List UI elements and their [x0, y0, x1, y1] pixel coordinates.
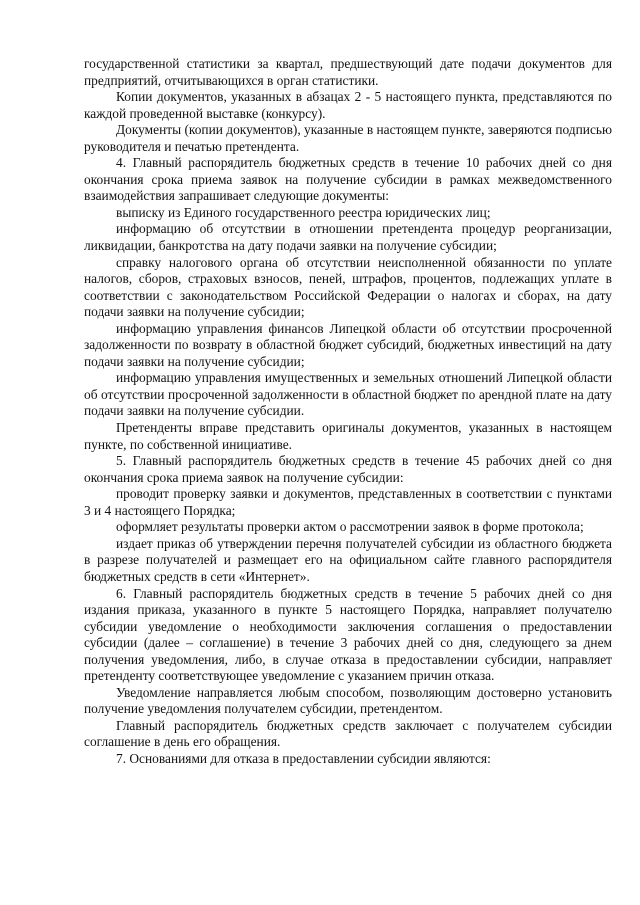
document-page [84, 56, 612, 768]
paragraph-item-5-order: издает приказ об утверждении перечня получателей субсидии из областного бюджета в разрезе получателей и размещает его на официальном сайте главного распорядителя бюджетных средств в сети «Интернет». [84, 535, 612, 584]
paragraph-item-5: 5. Главный распорядитель бюджетных средств в течение 45 рабочих дней со дня окончания срока приема заявок на получение субсидии: [84, 453, 612, 485]
paragraph-item-4-egrul: выписку из Единого государственного реестра юридических лиц; [116, 204, 491, 220]
paragraph-item-4-property: информацию управления имущественных и земельных отношений Липецкой области об отсутствии просроченной задолженности в областной бюджет по арендной плате на дату подачи заявки на получение субсидии. [84, 370, 612, 419]
paragraph-applicants-right: Претенденты вправе представить оригиналы документов, указанных в настоящем пункте, по собственной инициативе. [84, 420, 612, 452]
paragraph-notification-method: Уведомление направляется любым способом, позволяющим достоверно установить получение уведомления получателем субсидии, претендентом. [84, 684, 612, 717]
paragraph-item-5-check: проводит проверку заявки и документов, представленных в соответствии с пунктами 3 и 4 настоящего Порядка; [84, 486, 612, 518]
paragraph-item-7: 7. Основаниями для отказа в предоставлении субсидии являются: [116, 750, 491, 766]
paragraph-item-4-tax: справку налогового органа об отсутствии неисполненной обязанности по уплате налогов, сборов, страховых взносов, пеней, штрафов, процентов, подлежащих уплате в соответствии с законодательством Российской Федерации о налогах и сборах, на дату подачи заявки на получение субсидии; [84, 254, 612, 320]
paragraph-agreement: Главный распорядитель бюджетных средств заключает с получателем субсидии соглашение в день его обращения. [84, 717, 612, 750]
paragraph-item-4-reorganization: информацию об отсутствии в отношении претендента процедур реорганизации, ликвидации, банкротства на дату подачи заявки на получение субсидии; [84, 221, 612, 254]
paragraph-certification: Документы (копии документов), указанные в настоящем пункте, заверяются подписью руководителя и печатью претендента. [84, 122, 613, 154]
paragraph-copies-note: Копии документов, указанных в абзацах 2 - 5 настоящего пункта, представляются по каждой проведенной выставке (конкурсу). [84, 89, 612, 121]
paragraph-item-5-protocol: оформляет результаты проверки актом о рассмотрении заявок в форме протокола; [116, 519, 584, 535]
paragraph-item-6: 6. Главный распорядитель бюджетных средств в течение 5 рабочих дней со дня издания приказа, указанного в пункте 5 настоящего Порядка, направляет получателю субсидии уведомление о необходимости заключения соглашения о предоставлении субсидии (далее – соглашение) в течение 3 рабочих дней со дня, следующего за днем получения уведомления, либо, в случае отказа в предоставлении субсидии, направляет претенденту соответствующее уведомление с указанием причин отказа. [84, 585, 612, 684]
paragraph-item-4: 4. Главный распорядитель бюджетных средств в течение 10 рабочих дней со дня окончания срока приема заявок на получение субсидии в рамках межведомственного взаимодействия запрашивает следующие документы: [84, 155, 612, 204]
paragraph-item-4-finance: информацию управления финансов Липецкой области об отсутствии просроченной задолженности по возврату в областной бюджет субсидий, бюджетных инвестиций на дату подачи заявки на получение субсидии; [84, 320, 612, 369]
paragraph-continuation: государственной статистики за квартал, предшествующий дате подачи документов для предприятий, отчитывающихся в орган статистики. [84, 56, 612, 88]
